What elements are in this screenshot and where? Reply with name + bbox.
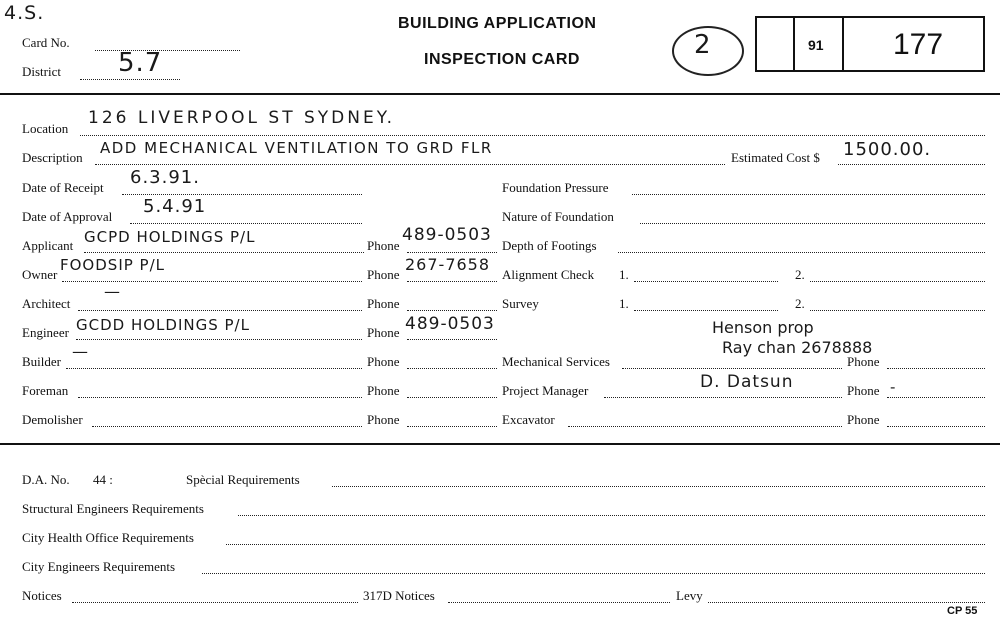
card-number-box <box>755 16 985 72</box>
demolisher-field[interactable] <box>92 426 362 427</box>
location-field[interactable] <box>80 135 985 136</box>
engineer-phone-label: Phone <box>367 325 400 340</box>
builder-value: — <box>72 342 89 361</box>
location-value: 126 LIVERPOOL ST SYDNEY. <box>88 108 396 128</box>
architect-field[interactable] <box>78 310 362 311</box>
survey-item1-field[interactable] <box>634 310 778 311</box>
applicant-phone-label: Phone <box>367 238 400 253</box>
demolisher-phone-field[interactable] <box>407 426 497 427</box>
nature-foundation-field[interactable] <box>640 223 985 224</box>
owner-value: FOODSIP P/L <box>60 256 166 274</box>
depth-footings-label: Depth of Footings <box>502 238 597 253</box>
district-label: District <box>22 64 61 79</box>
architect-phone-label: Phone <box>367 296 400 311</box>
description-value: ADD MECHANICAL VENTILATION TO GRD FLR <box>100 139 493 157</box>
notices-317d-field[interactable] <box>448 602 670 603</box>
architect-phone-field[interactable] <box>407 310 497 311</box>
builder-phone-label: Phone <box>367 354 400 369</box>
mechanical-services-label: Mechanical Services <box>502 354 610 369</box>
form-code: CP 55 <box>947 605 978 617</box>
estimated-cost-label: Estimated Cost $ <box>731 150 820 165</box>
city-engineers-label: City Engineers Requirements <box>22 559 176 574</box>
owner-phone-field[interactable] <box>407 281 497 282</box>
city-engineers-field[interactable] <box>202 573 985 574</box>
applicant-phone-value: 489-0503 <box>402 225 492 245</box>
date-receipt-label: Date of Receipt <box>22 180 104 195</box>
estimated-cost-field[interactable] <box>838 164 985 165</box>
engineer-phone-value: 489-0503 <box>405 314 495 334</box>
alignment-item1-field[interactable] <box>634 281 778 282</box>
foundation-pressure-label: Foundation Pressure <box>502 180 609 195</box>
excavator-label: Excavator <box>502 412 555 427</box>
alignment-item2-label: 2. <box>795 267 805 282</box>
project-manager-phone-field[interactable] <box>887 397 985 398</box>
depth-footings-field[interactable] <box>618 252 985 253</box>
card-title-line1: BUILDING APPLICATION <box>398 15 597 32</box>
survey-item1-label: 1. <box>619 296 629 311</box>
owner-phone-label: Phone <box>367 267 400 282</box>
health-field[interactable] <box>226 544 985 545</box>
structural-label: Structural Engineers Requirements <box>22 501 204 516</box>
circled-number: 2 <box>694 30 712 60</box>
date-approval-label: Date of Approval <box>22 209 113 224</box>
builder-label: Builder <box>22 354 61 369</box>
owner-label: Owner <box>22 267 58 282</box>
excavator-phone-field[interactable] <box>887 426 985 427</box>
foundation-pressure-field[interactable] <box>632 194 985 195</box>
card-number: 177 <box>893 28 944 61</box>
header-divider <box>0 93 1000 95</box>
survey-label: Survey <box>502 296 539 311</box>
da-no-label: D.A. No. <box>22 472 70 487</box>
notices-field[interactable] <box>72 602 358 603</box>
project-manager-value: D. Datsun <box>700 372 794 392</box>
middle-divider <box>0 443 1000 445</box>
owner-phone-value: 267-7658 <box>405 255 491 274</box>
card-title-line2: INSPECTION CARD <box>424 51 580 68</box>
levy-field[interactable] <box>708 602 985 603</box>
description-field[interactable] <box>95 164 725 165</box>
health-label: City Health Office Requirements <box>22 530 194 545</box>
date-receipt-field[interactable] <box>122 194 362 195</box>
excavator-phone-label: Phone <box>847 412 880 427</box>
applicant-field[interactable] <box>84 252 364 253</box>
mechanical-note-line1: Henson prop <box>712 318 814 337</box>
foreman-label: Foreman <box>22 383 69 398</box>
builder-field[interactable] <box>66 368 362 369</box>
notices-317d-label: 317D Notices <box>363 588 435 603</box>
architect-value: — <box>104 282 121 301</box>
location-label: Location <box>22 121 69 136</box>
foreman-field[interactable] <box>78 397 362 398</box>
date-approval-value: 5.4.91 <box>143 196 207 217</box>
date-approval-field[interactable] <box>130 223 362 224</box>
survey-item2-field[interactable] <box>810 310 985 311</box>
card-no-handwritten: 4.S. <box>4 2 45 24</box>
applicant-value: GCPD HOLDINGS P/L <box>84 228 256 246</box>
alignment-item2-field[interactable] <box>810 281 985 282</box>
project-manager-label: Project Manager <box>502 383 589 398</box>
builder-phone-field[interactable] <box>407 368 497 369</box>
project-manager-phone-label: Phone <box>847 383 880 398</box>
structural-field[interactable] <box>238 515 985 516</box>
da-no-value: 44 : <box>93 472 113 487</box>
date-receipt-value: 6.3.91. <box>130 167 200 188</box>
demolisher-phone-label: Phone <box>367 412 400 427</box>
district-value: 5.7 <box>118 48 163 78</box>
project-manager-field[interactable] <box>604 397 842 398</box>
nature-foundation-label: Nature of Foundation <box>502 209 614 224</box>
special-requirements-label: Spècial Requirements <box>186 472 300 487</box>
mechanical-note-line2: Ray chan 2678888 <box>722 338 873 357</box>
alignment-check-label: Alignment Check <box>502 267 595 282</box>
project-manager-phone-value: - <box>890 378 897 396</box>
card-no-field[interactable] <box>95 50 240 51</box>
excavator-field[interactable] <box>568 426 842 427</box>
mechanical-services-field[interactable] <box>622 368 842 369</box>
special-requirements-field[interactable] <box>332 486 985 487</box>
description-label: Description <box>22 150 83 165</box>
district-field[interactable] <box>80 79 180 80</box>
survey-item2-label: 2. <box>795 296 805 311</box>
engineer-phone-field[interactable] <box>407 339 497 340</box>
engineer-field[interactable] <box>76 339 362 340</box>
estimated-cost-value: 1500.00. <box>843 139 932 160</box>
mechanical-phone-field[interactable] <box>887 368 985 369</box>
levy-label: Levy <box>676 588 703 603</box>
applicant-label: Applicant <box>22 238 74 253</box>
alignment-item1-label: 1. <box>619 267 629 282</box>
mechanical-phone-label: Phone <box>847 354 880 369</box>
architect-label: Architect <box>22 296 71 311</box>
foreman-phone-label: Phone <box>367 383 400 398</box>
engineer-label: Engineer <box>22 325 69 340</box>
demolisher-label: Demolisher <box>22 412 83 427</box>
foreman-phone-field[interactable] <box>407 397 497 398</box>
notices-label: Notices <box>22 588 62 603</box>
card-no-label: Card No. <box>22 35 70 50</box>
applicant-phone-field[interactable] <box>407 252 497 253</box>
year-value: 91 <box>808 37 824 53</box>
engineer-value: GCDD HOLDINGS P/L <box>76 316 250 334</box>
